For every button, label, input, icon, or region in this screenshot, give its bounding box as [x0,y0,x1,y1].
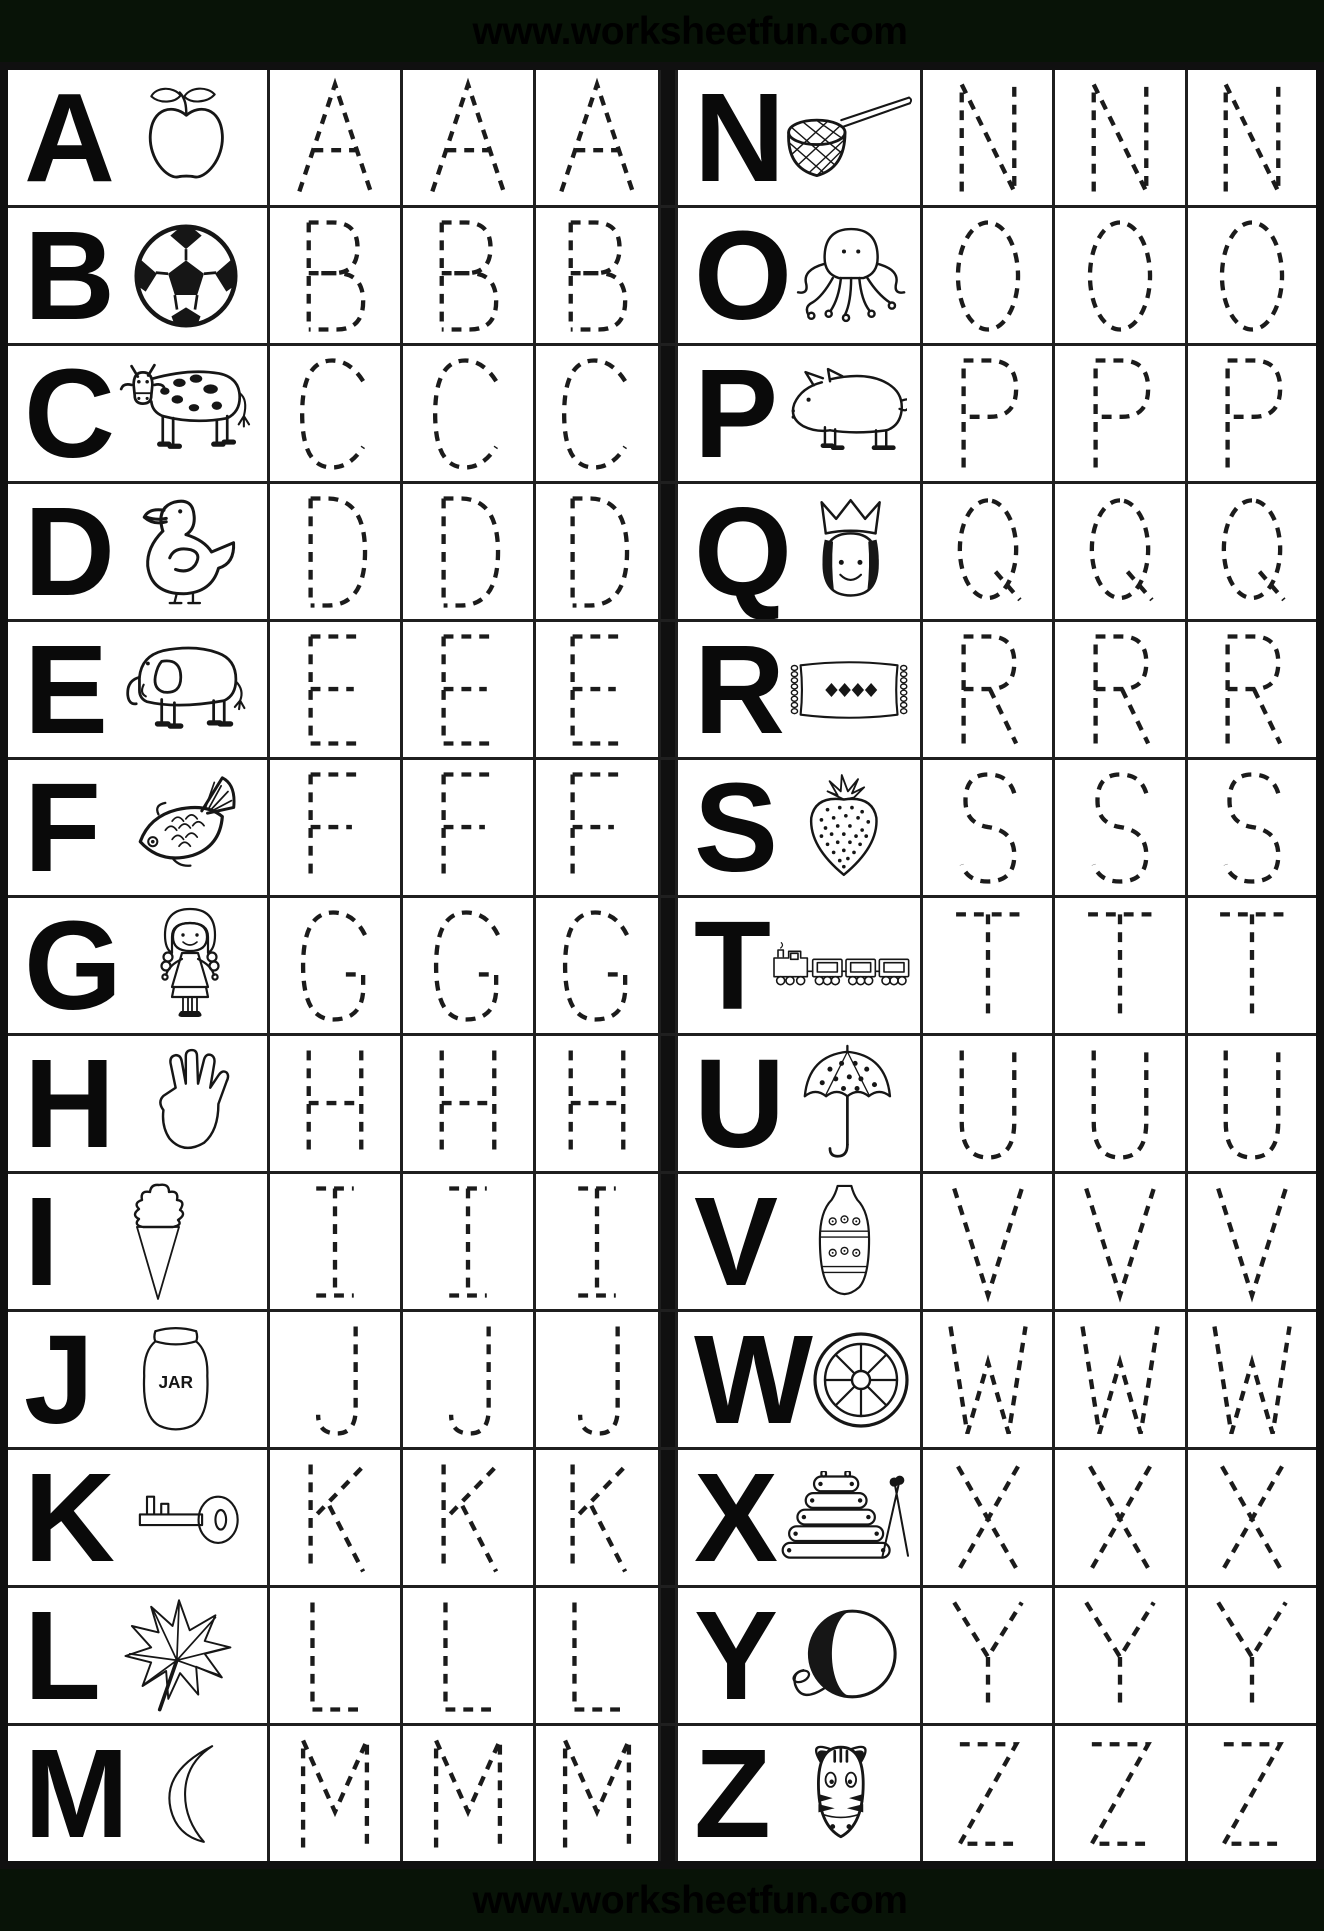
solid-letter: K [24,1450,113,1585]
solid-letter: S [694,760,777,895]
letter-cell-H [8,1036,267,1171]
trace-cell-V-3 [1188,1174,1316,1309]
trace-cell-N-1 [923,70,1052,205]
trace-cell-B-3 [536,208,658,343]
dashed-letter-icon [288,629,382,751]
trace-cell-W-1 [923,1312,1052,1447]
trace-cell-U-3 [1188,1036,1316,1171]
trace-cell-A-2 [403,70,533,205]
trace-cell-F-1 [270,760,400,895]
dashed-letter-icon [550,905,644,1027]
solid-letter: U [694,1036,783,1171]
trace-cell-Y-2 [1055,1588,1185,1723]
trace-cell-P-3 [1188,346,1316,481]
rug-icon [783,653,915,727]
trace-cell-K-2 [403,1450,533,1585]
center-divider [661,1726,675,1861]
center-divider [661,1174,675,1309]
trace-cell-M-3 [536,1726,658,1861]
dashed-letter-icon [288,1457,382,1579]
trace-cell-K-1 [270,1450,400,1585]
trace-cell-R-3 [1188,622,1316,757]
letter-cell-P [678,346,920,481]
dashed-letter-icon [421,905,515,1027]
dashed-letter-icon [288,353,382,475]
trace-cell-L-1 [270,1588,400,1723]
trace-cell-L-3 [536,1588,658,1723]
letter-cell-Q [678,484,920,619]
dashed-letter-icon [1073,1043,1167,1165]
dashed-letter-icon [550,767,644,889]
trace-cell-T-1 [923,898,1052,1033]
trace-cell-P-2 [1055,346,1185,481]
trace-cell-G-2 [403,898,533,1033]
moon-icon [127,1742,259,1846]
trace-cell-Z-2 [1055,1726,1185,1861]
trace-cell-L-2 [403,1588,533,1723]
dashed-letter-icon [941,905,1035,1027]
worksheet-grid [8,70,1316,1861]
solid-letter: N [694,70,783,205]
trace-cell-E-3 [536,622,658,757]
letter-cell-U [678,1036,920,1171]
dashed-letter-icon [288,1733,382,1855]
solid-letter: H [24,1036,113,1171]
dashed-letter-icon [1205,215,1299,337]
trace-cell-F-2 [403,760,533,895]
dashed-letter-icon [941,629,1035,751]
trace-cell-N-2 [1055,70,1185,205]
dashed-letter-icon [1205,1733,1299,1855]
letter-cell-W [678,1312,920,1447]
fish-icon [99,771,259,885]
trace-cell-R-1 [923,622,1052,757]
center-divider [661,1036,675,1171]
trace-cell-S-2 [1055,760,1185,895]
footer-site-url: www.worksheetfun.com [472,1878,908,1922]
dashed-letter-icon [550,1595,644,1717]
solid-letter: F [24,760,99,895]
trace-cell-U-2 [1055,1036,1185,1171]
center-divider [661,1588,675,1723]
trace-cell-E-2 [403,622,533,757]
trace-cell-Y-3 [1188,1588,1316,1723]
dashed-letter-icon [1205,1457,1299,1579]
dashed-letter-icon [941,77,1035,199]
trace-cell-C-1 [270,346,400,481]
solid-letter: J [24,1312,93,1447]
trace-cell-Q-2 [1055,484,1185,619]
center-divider [661,346,675,481]
elephant-icon [106,637,259,743]
trace-cell-X-3 [1188,1450,1316,1585]
header-site-url: www.worksheetfun.com [472,9,908,53]
vase-icon [776,1182,912,1302]
trace-cell-E-1 [270,622,400,757]
letter-cell-K [8,1450,267,1585]
dashed-letter-icon [941,1181,1035,1303]
solid-letter: A [24,70,113,205]
dashed-letter-icon [941,353,1035,475]
ball-icon [113,220,259,332]
dashed-letter-icon [1073,905,1167,1027]
dashed-letter-icon [1073,215,1167,337]
dashed-letter-icon [941,1043,1035,1165]
center-divider [661,70,675,205]
trace-cell-U-1 [923,1036,1052,1171]
solid-letter: W [694,1312,811,1447]
duck-icon [113,494,259,610]
dashed-letter-icon [1205,1319,1299,1441]
letter-cell-E [8,622,267,757]
worksheet-sheet [0,62,1324,1869]
girl-icon [120,905,259,1027]
center-divider [661,208,675,343]
dashed-letter-icon [550,1319,644,1441]
bottom-banner [0,1869,1324,1931]
trace-cell-T-3 [1188,898,1316,1033]
trace-cell-J-2 [403,1312,533,1447]
trace-cell-A-3 [536,70,658,205]
trace-cell-X-1 [923,1450,1052,1585]
icecream-icon [57,1181,259,1303]
trace-cell-B-1 [270,208,400,343]
dashed-letter-icon [288,1319,382,1441]
jar-label: JAR [158,1371,193,1392]
dashed-letter-icon [421,353,515,475]
dashed-letter-icon [421,1733,515,1855]
trace-cell-T-2 [1055,898,1185,1033]
dashed-letter-icon [1073,1595,1167,1717]
trace-cell-D-2 [403,484,533,619]
dashed-letter-icon [421,1457,515,1579]
letter-cell-C [8,346,267,481]
center-divider [661,484,675,619]
letter-cell-F [8,760,267,895]
dashed-letter-icon [1073,1733,1167,1855]
solid-letter: Y [694,1588,777,1723]
trace-cell-O-2 [1055,208,1185,343]
dashed-letter-icon [1073,767,1167,889]
trace-cell-I-3 [536,1174,658,1309]
trace-cell-M-2 [403,1726,533,1861]
trace-cell-W-2 [1055,1312,1185,1447]
dashed-letter-icon [1205,1043,1299,1165]
dashed-letter-icon [1073,1319,1167,1441]
dashed-letter-icon [941,1319,1035,1441]
trace-cell-Q-3 [1188,484,1316,619]
letter-cell-L [8,1588,267,1723]
solid-letter: T [694,898,769,1033]
solid-letter: X [694,1450,777,1585]
trace-cell-Z-1 [923,1726,1052,1861]
train-icon [769,942,912,990]
top-banner [0,0,1324,62]
leaf-icon [99,1596,259,1716]
trace-cell-H-3 [536,1036,658,1171]
dashed-letter-icon [288,905,382,1027]
trace-cell-O-3 [1188,208,1316,343]
net-icon [783,91,915,185]
dashed-letter-icon [1205,629,1299,751]
hand-icon [113,1047,259,1161]
letter-cell-M [8,1726,267,1861]
yoyo-icon [776,1605,912,1707]
dashed-letter-icon [421,77,515,199]
trace-cell-D-3 [536,484,658,619]
solid-letter: O [694,208,791,343]
solid-letter: Z [694,1726,769,1861]
letter-cell-T [678,898,920,1033]
center-divider [661,1450,675,1585]
solid-letter: P [694,346,777,481]
letter-cell-O [678,208,920,343]
dashed-letter-icon [941,215,1035,337]
octopus-icon [790,225,912,327]
strawberry-icon [776,771,912,885]
letter-cell-J [8,1312,267,1447]
dashed-letter-icon [941,1733,1035,1855]
dashed-letter-icon [1073,491,1167,613]
dashed-letter-icon [1205,1595,1299,1717]
queen-icon [790,494,912,610]
trace-cell-J-1 [270,1312,400,1447]
dashed-letter-icon [421,1043,515,1165]
dashed-letter-icon [550,1181,644,1303]
cow-icon [113,362,259,466]
trace-cell-D-1 [270,484,400,619]
dashed-letter-icon [941,767,1035,889]
letter-cell-R [678,622,920,757]
letter-cell-Y [678,1588,920,1723]
dashed-letter-icon [550,215,644,337]
letter-cell-D [8,484,267,619]
dashed-letter-icon [288,1043,382,1165]
trace-cell-X-2 [1055,1450,1185,1585]
trace-cell-R-2 [1055,622,1185,757]
trace-cell-C-3 [536,346,658,481]
letter-cell-S [678,760,920,895]
dashed-letter-icon [1205,491,1299,613]
trace-cell-S-3 [1188,760,1316,895]
dashed-letter-icon [1073,77,1167,199]
dashed-letter-icon [550,1457,644,1579]
dashed-letter-icon [421,1595,515,1717]
letter-cell-G [8,898,267,1033]
trace-cell-Y-1 [923,1588,1052,1723]
letter-cell-V [678,1174,920,1309]
solid-letter: E [24,622,107,757]
solid-letter: V [694,1174,777,1309]
letter-cell-Z [678,1726,920,1861]
pig-icon [776,367,912,461]
dashed-letter-icon [421,629,515,751]
solid-letter: I [24,1174,58,1309]
trace-cell-K-3 [536,1450,658,1585]
trace-cell-H-2 [403,1036,533,1171]
dashed-letter-icon [550,629,644,751]
solid-letter: C [24,346,113,481]
trace-cell-A-1 [270,70,400,205]
trace-cell-G-3 [536,898,658,1033]
trace-cell-B-2 [403,208,533,343]
trace-cell-I-1 [270,1174,400,1309]
dashed-letter-icon [1205,353,1299,475]
trace-cell-Z-3 [1188,1726,1316,1861]
trace-cell-J-3 [536,1312,658,1447]
trace-cell-V-2 [1055,1174,1185,1309]
center-divider [661,1312,675,1447]
trace-cell-V-1 [923,1174,1052,1309]
center-divider [661,898,675,1033]
trace-cell-O-1 [923,208,1052,343]
dashed-letter-icon [421,491,515,613]
dashed-letter-icon [288,1595,382,1717]
dashed-letter-icon [1205,77,1299,199]
zebra-icon [769,1737,912,1851]
trace-cell-N-3 [1188,70,1316,205]
center-divider [661,622,675,757]
key-icon [113,1486,259,1550]
dashed-letter-icon [1073,1181,1167,1303]
dashed-letter-icon [288,767,382,889]
dashed-letter-icon [941,1595,1035,1717]
dashed-letter-icon [421,1181,515,1303]
letter-cell-A [8,70,267,205]
dashed-letter-icon [1205,1181,1299,1303]
umbrella-icon [783,1044,912,1164]
dashed-letter-icon [421,767,515,889]
jar-icon [92,1323,259,1437]
solid-letter: G [24,898,121,1033]
dashed-letter-icon [288,77,382,199]
solid-letter: D [24,484,113,619]
trace-cell-M-1 [270,1726,400,1861]
dashed-letter-icon [421,1319,515,1441]
dashed-letter-icon [941,1457,1035,1579]
trace-cell-I-2 [403,1174,533,1309]
solid-letter: M [24,1726,127,1861]
dashed-letter-icon [288,215,382,337]
trace-cell-W-3 [1188,1312,1316,1447]
dashed-letter-icon [1205,905,1299,1027]
dashed-letter-icon [550,77,644,199]
center-divider [661,760,675,895]
trace-cell-G-1 [270,898,400,1033]
wheel-icon [811,1330,912,1430]
trace-cell-Q-1 [923,484,1052,619]
dashed-letter-icon [1073,353,1167,475]
solid-letter: L [24,1588,99,1723]
letter-cell-X [678,1450,920,1585]
solid-letter: B [24,208,113,343]
dashed-letter-icon [1205,767,1299,889]
dashed-letter-icon [550,353,644,475]
dashed-letter-icon [421,215,515,337]
dashed-letter-icon [1073,1457,1167,1579]
apple-icon [113,85,259,191]
dashed-letter-icon [1073,629,1167,751]
dashed-letter-icon [941,491,1035,613]
trace-cell-H-1 [270,1036,400,1171]
solid-letter: R [694,622,783,757]
dashed-letter-icon [550,491,644,613]
trace-cell-C-2 [403,346,533,481]
dashed-letter-icon [550,1043,644,1165]
xylophone-icon [776,1471,912,1565]
letter-cell-N [678,70,920,205]
trace-cell-F-3 [536,760,658,895]
letter-cell-I [8,1174,267,1309]
dashed-letter-icon [288,491,382,613]
dashed-letter-icon [288,1181,382,1303]
trace-cell-P-1 [923,346,1052,481]
trace-cell-S-1 [923,760,1052,895]
dashed-letter-icon [550,1733,644,1855]
solid-letter: Q [694,484,791,619]
letter-cell-B [8,208,267,343]
